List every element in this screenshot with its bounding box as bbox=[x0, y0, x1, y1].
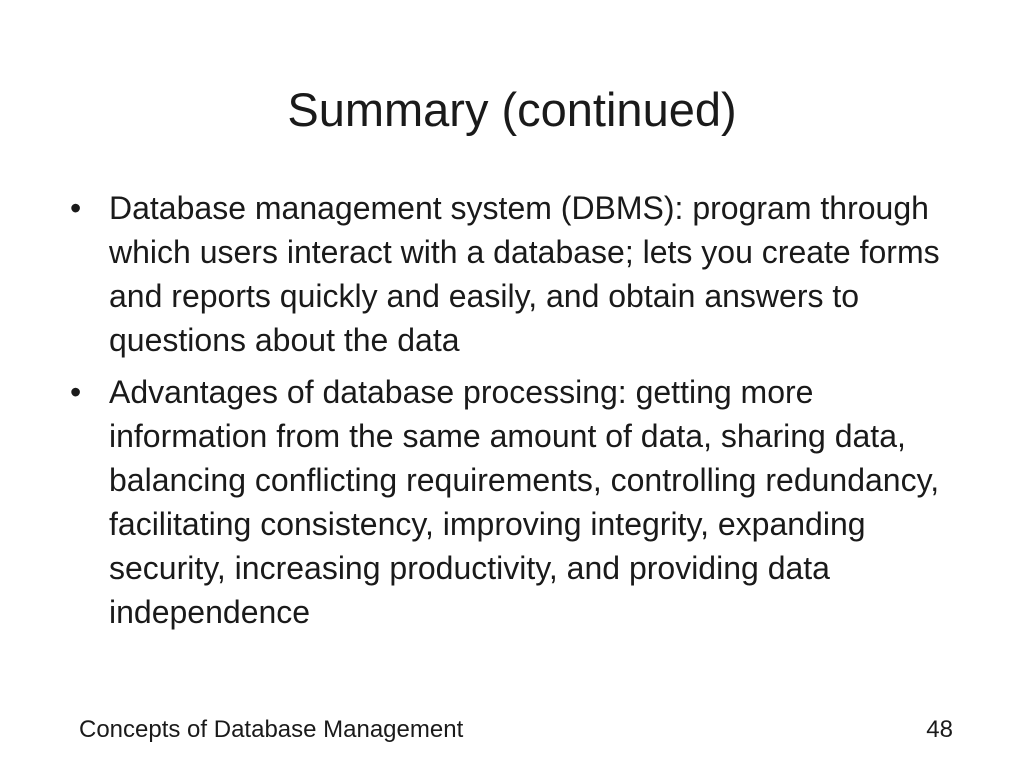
bullet-marker: • bbox=[70, 374, 82, 410]
bullet-text-dbms: Database management system (DBMS): program through which users interact with a database; lets you create forms and reports quickly and easily, and obtain answers to questions about the data bbox=[109, 190, 940, 358]
bullet-item-dbms bbox=[70, 186, 970, 362]
footer-page-number: 48 bbox=[926, 716, 953, 743]
bullet-list bbox=[70, 186, 970, 642]
bullet-marker: • bbox=[70, 190, 82, 226]
bullet-text-advantages: Advantages of database processing: getting more information from the same amount of data, sharing data, balancing conflicting requirements, controlling redundancy, facilitating consistency, improving integrity, expanding security, increasing productivity, and providing data independence bbox=[109, 374, 940, 630]
slide-title: Summary (continued) bbox=[287, 83, 737, 136]
bullet-item-advantages bbox=[70, 370, 970, 634]
footer-course-title: Concepts of Database Management bbox=[79, 716, 464, 743]
